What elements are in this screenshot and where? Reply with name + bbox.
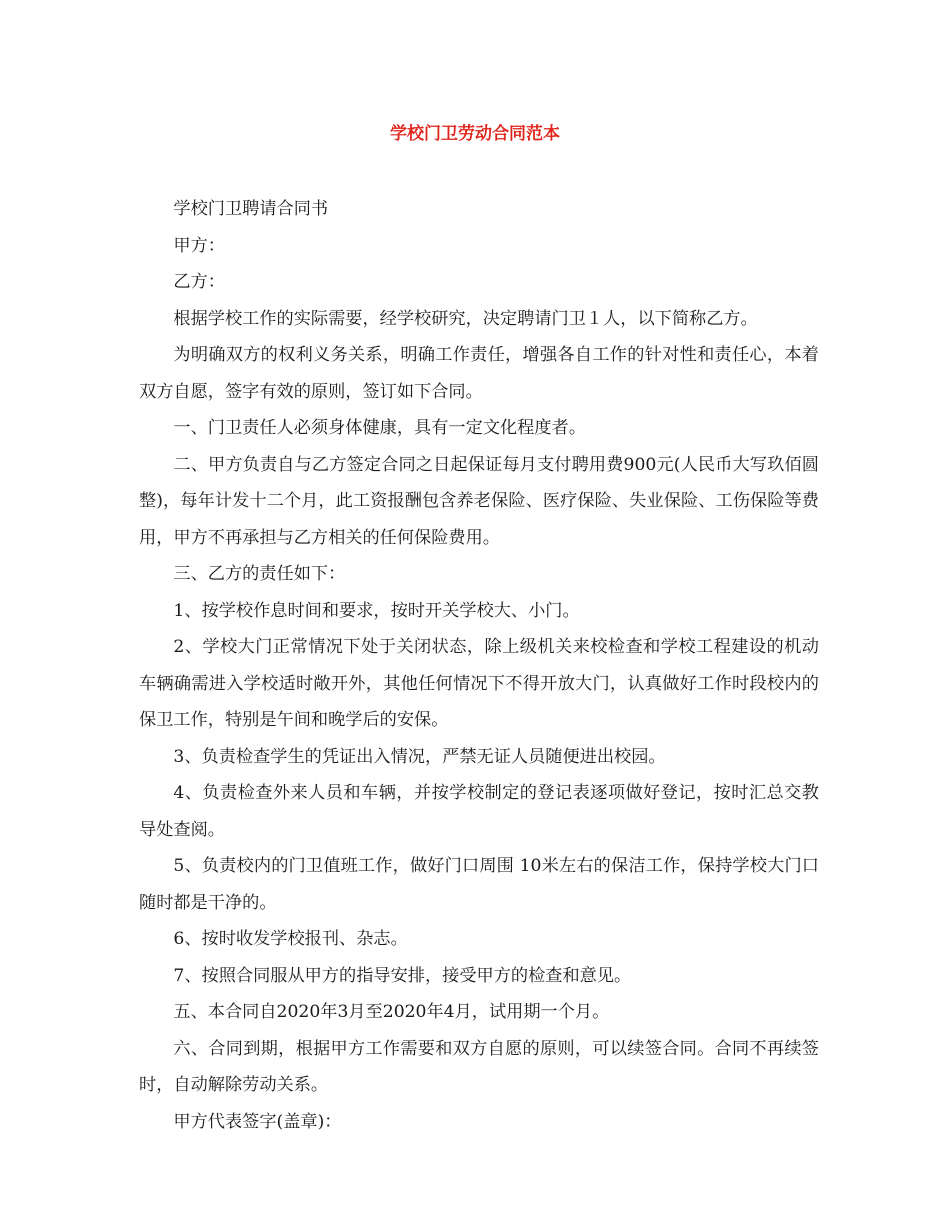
paragraph-clause-3: 三、乙方的责任如下： bbox=[173, 564, 346, 584]
paragraph-clause-2: 二、甲方负责自与乙方签定合同之日起保证每月支付聘用费900元(人民币大写玖佰圆整)，每年计发十二个月，此工资报酬包含养老保险、医疗保险、失业保险、工伤保险等费用，甲方不再承担与乙方相关的任何保险费用。 bbox=[139, 454, 819, 548]
paragraph-preamble: 根据学校工作的实际需要，经学校研究，决定聘请门卫１人，以下简称乙方。 bbox=[173, 308, 758, 329]
paragraph-duty-4: 4、负责检查外来人员和车辆，并按学校制定的登记表逐项做好登记，按时汇总交教导处查阅。 bbox=[139, 783, 819, 840]
paragraph-contract-heading: 学校门卫聘请合同书 bbox=[173, 199, 329, 219]
paragraph-clause-5: 五、本合同自2020年3月至2020年4月，试用期一个月。 bbox=[173, 1002, 610, 1022]
paragraph-clause-6: 六、合同到期，根据甲方工作需要和双方自愿的原则，可以续签合同。合同不再续签时，自动解除劳动关系。 bbox=[139, 1038, 819, 1095]
paragraph-duty-1: 1、按学校作息时间和要求，按时开关学校大、小门。 bbox=[173, 600, 580, 621]
paragraph-party-b: 乙方： bbox=[173, 272, 225, 292]
document-body bbox=[139, 191, 819, 1140]
paragraph-purpose: 为明确双方的权利义务关系，明确工作责任，增强各自工作的针对性和责任心，本着双方自愿，签字有效的原则，签订如下合同。 bbox=[139, 345, 819, 402]
document-title: 学校门卫劳动合同范本 bbox=[390, 124, 560, 144]
paragraph-clause-1: 一、门卫责任人必须身体健康，具有一定文化程度者。 bbox=[173, 418, 586, 438]
paragraph-duty-5: 5、负责校内的门卫值班工作，做好门口周围 10米左右的保洁工作，保持学校大门口随时都是干净的。 bbox=[139, 856, 819, 913]
paragraph-party-a: 甲方： bbox=[173, 235, 225, 256]
paragraph-duty-2: 2、学校大门正常情况下处于关闭状态，除上级机关来校检查和学校工程建设的机动车辆确需进入学校适时敞开外，其他任何情况下不得开放大门，认真做好工作时段校内的保卫工作，特别是午间和晚学后的安保。 bbox=[139, 637, 819, 730]
paragraph-duty-6: 6、按时收发学校报刊、杂志。 bbox=[173, 929, 408, 949]
paragraph-signature-party-a: 甲方代表签字(盖章)： bbox=[173, 1111, 342, 1132]
paragraph-duty-7: 7、按照合同服从甲方的指导安排，接受甲方的检查和意见。 bbox=[173, 965, 632, 986]
paragraph-duty-3: 3、负责检查学生的凭证出入情况，严禁无证人员随便进出校园。 bbox=[173, 746, 666, 767]
